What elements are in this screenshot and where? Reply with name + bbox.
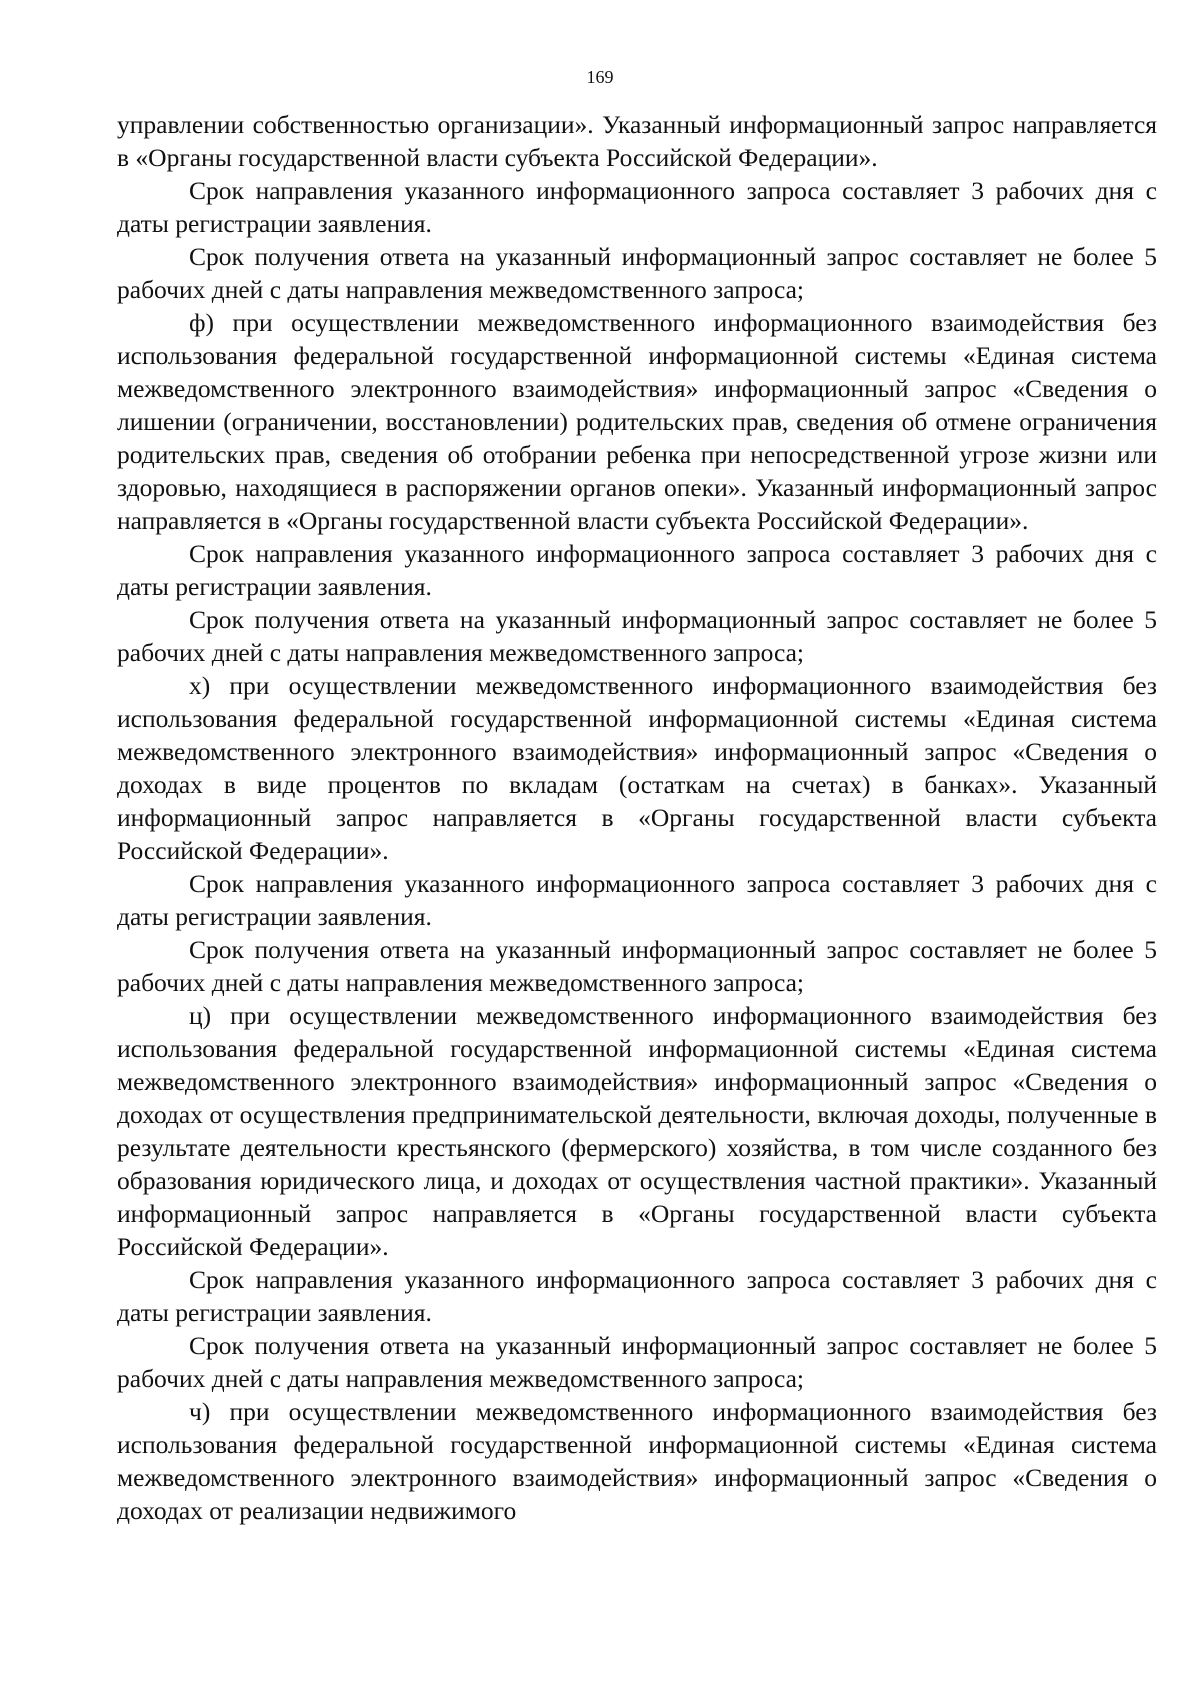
paragraph: Срок направления указанного информационного запроса составляет 3 рабочих дня с даты регистрации заявления.: [117, 1265, 1157, 1327]
paragraph: ф) при осуществлении межведомственного информационного взаимодействия без использования федеральной государственной информационной системы «Единая система межведомственного электронного взаимодействия» информационный запрос «Сведения о лишении (ограничении, восстановлении) родительских прав, сведения об отмене ограничения родительских прав, сведения об отобрании ребенка при непосредственной угрозе жизни или здоровью, находящиеся в распоряжении органов опеки». Указанный информационный запрос направляется в «Органы государственной власти субъекта Российской Федерации».: [117, 308, 1157, 535]
page-number: 169: [586, 67, 614, 87]
paragraph: Срок получения ответа на указанный информационный запрос составляет не более 5 рабочих дней с даты направления межведомственного запроса;: [117, 605, 1157, 667]
paragraph: ц) при осуществлении межведомственного информационного взаимодействия без использования федеральной государственной информационной системы «Единая система межведомственного электронного взаимодействия» информационный запрос «Сведения о доходах от осуществления предпринимательской деятельности, включая доходы, полученные в результате деятельности крестьянского (фермерского) хозяйства, в том числе созданного без образования юридического лица, и доходах от осуществления частной практики». Указанный информационный запрос направляется в «Органы государственной власти субъекта Российской Федерации».: [117, 1001, 1157, 1261]
paragraph: управлении собственностью организации». Указанный информационный запрос направляется в «Органы государственной власти субъекта Российской Федерации».: [117, 110, 1157, 172]
paragraph: Срок получения ответа на указанный информационный запрос составляет не более 5 рабочих дней с даты направления межведомственного запроса;: [117, 1331, 1157, 1393]
paragraph: Срок направления указанного информационного запроса составляет 3 рабочих дня с даты регистрации заявления.: [117, 176, 1157, 238]
paragraph: Срок направления указанного информационного запроса составляет 3 рабочих дня с даты регистрации заявления.: [117, 869, 1157, 931]
document-body: [117, 108, 1157, 1527]
paragraph: Срок получения ответа на указанный информационный запрос составляет не более 5 рабочих дней с даты направления межведомственного запроса;: [117, 242, 1157, 304]
paragraph: ч) при осуществлении межведомственного информационного взаимодействия без использования федеральной государственной информационной системы «Единая система межведомственного электронного взаимодействия» информационный запрос «Сведения о доходах от реализации недвижимого: [117, 1397, 1157, 1525]
paragraph: х) при осуществлении межведомственного информационного взаимодействия без использования федеральной государственной информационной системы «Единая система межведомственного электронного взаимодействия» информационный запрос «Сведения о доходах в виде процентов по вкладам (остаткам на счетах) в банках». Указанный информационный запрос направляется в «Органы государственной власти субъекта Российской Федерации».: [117, 671, 1157, 865]
paragraph: Срок направления указанного информационного запроса составляет 3 рабочих дня с даты регистрации заявления.: [117, 539, 1157, 601]
paragraph: Срок получения ответа на указанный информационный запрос составляет не более 5 рабочих дней с даты направления межведомственного запроса;: [117, 935, 1157, 997]
